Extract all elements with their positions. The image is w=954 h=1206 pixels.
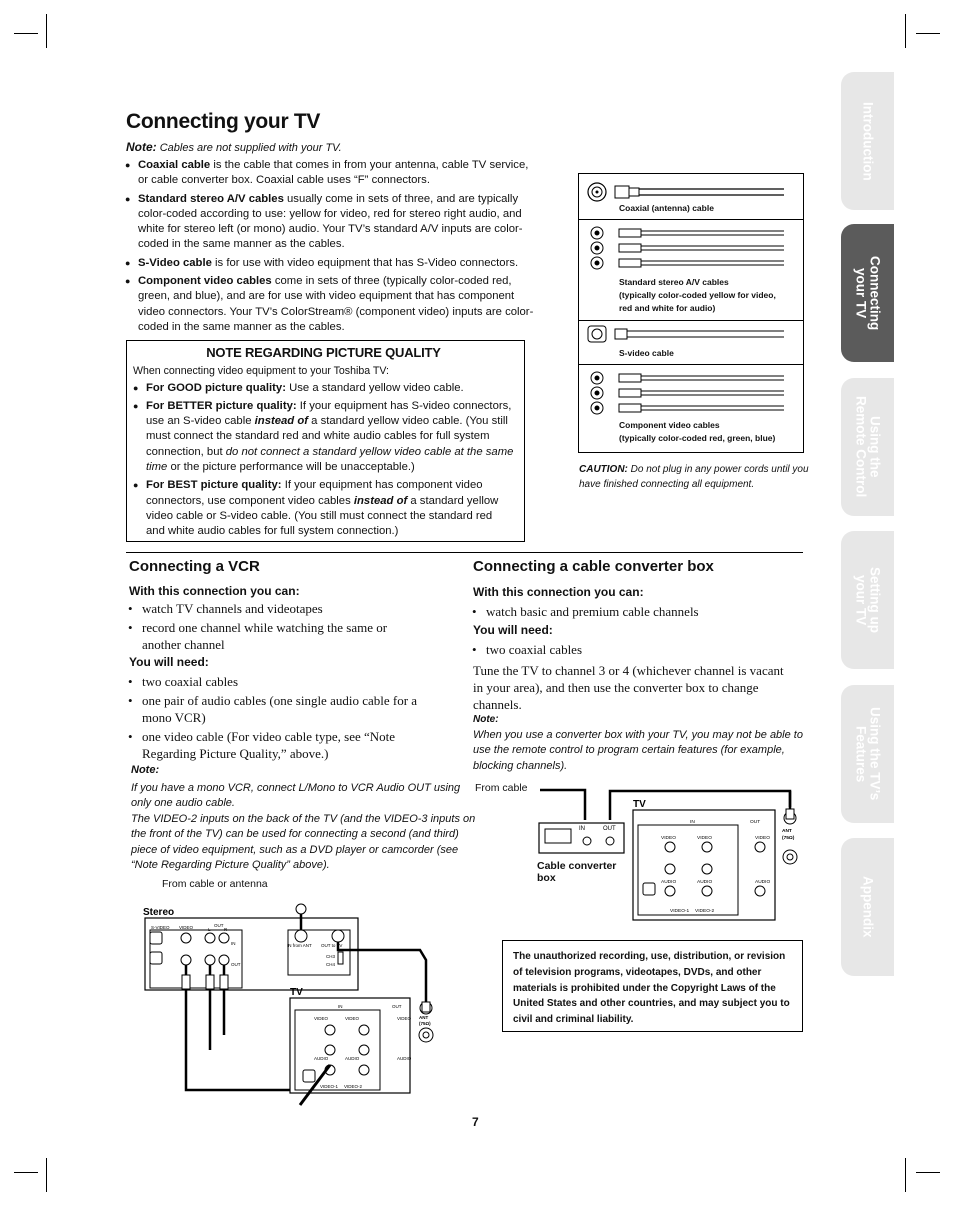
panel-label: S-VIDEO: [151, 925, 170, 930]
panel-label: OUT: [392, 1004, 402, 1009]
panel-label: IN: [690, 820, 695, 825]
page-title: Connecting your TV: [126, 110, 321, 133]
panel-label: OUT to TV: [321, 943, 343, 948]
av-label-3: red and white for audio): [619, 303, 716, 313]
vcr-note-2: The VIDEO-2 inputs on the back of the TV (and the VIDEO-3 inputs on the front of the TV) can be used for connecting a second (and third) piece of video equipment, such as a DVD player or camcorder (see “Note Regarding Picture Quality” above).: [131, 812, 476, 871]
panel-label: ANT: [419, 1015, 429, 1020]
panel-label: IN from ANT: [287, 943, 312, 948]
panel-label: VIDEO-1: [320, 1084, 339, 1089]
component-cable-icon: [579, 365, 803, 417]
crop-mark: [916, 1172, 940, 1173]
panel-label: OUT: [214, 923, 224, 928]
vcr-can-label: With this connection you can:: [129, 584, 300, 598]
panel-label: ANT: [782, 829, 792, 834]
panel-label: OUT: [603, 826, 616, 832]
panel-label: CH4: [326, 962, 336, 967]
crop-mark: [46, 14, 47, 48]
list-item: ● Standard stereo A/V cables usually come in sets of three, and are typically color-coded according to use: yellow for video, red for stereo right audio, and white for stereo left (or mono) audio. Your TV’s standard A/V inputs are color-coded in the same manner as the cables.: [125, 192, 535, 253]
list-item: ● Component video cables come in sets of three (typically color-coded red, green, and blue), and are for use with video equipment that has component video connectors. Your TV’s ColorStream® (component video) inputs are color-coded in the same manner as the cables.: [125, 274, 535, 335]
vcr-note-label: Note:: [131, 764, 160, 776]
av-label-2: (typically color-coded yellow for video,: [619, 290, 776, 300]
component-label-1: Component video cables: [619, 420, 720, 430]
converter-note-text: When you use a converter box with your TV, you may not be able to use the remote control to program certain features (for example, blocking channels).: [473, 728, 803, 772]
crop-mark: [916, 33, 940, 34]
tab-using-the-tvs-features[interactable]: Using the TV’s Features: [841, 685, 894, 823]
tab-using-the-remote-control[interactable]: Using the Remote Control: [841, 378, 894, 516]
panel-label: CH3: [326, 954, 336, 959]
converter-heading: Connecting a cable converter box: [473, 558, 714, 575]
caution-note: [579, 462, 809, 492]
converter-instructions: Tune the TV to channel 3 or 4 (whichever channel is vacant in your area), and then use the converter box to change channels.: [473, 663, 784, 712]
panel-label: (75Ω): [782, 836, 795, 841]
crop-mark: [46, 1158, 47, 1192]
note-label: Note:: [126, 140, 157, 154]
tab-introduction[interactable]: Introduction: [841, 72, 894, 210]
crop-mark: [905, 1158, 906, 1192]
list-item: • one video cable (For video cable type, see “Note Regarding Picture Quality,” above.): [128, 728, 443, 762]
tab-setting-up-your-tv[interactable]: Setting up your TV: [841, 531, 894, 669]
list-item: • watch basic and premium cable channels: [472, 603, 792, 620]
converter-note: [473, 712, 803, 774]
av-cable-icon: [579, 220, 803, 280]
panel-label: VIDEO: [697, 836, 712, 841]
list-item: • two coaxial cables: [472, 641, 792, 658]
vcr-stereo-label: Stereo: [143, 907, 175, 918]
panel-label: AUDIO: [314, 1056, 329, 1061]
coax-section: [579, 174, 803, 220]
panel-label: VIDEO-2: [695, 909, 715, 914]
list-item: ● For BEST picture quality: If your equipment has component video connectors, use component video cables instead of a standard yellow video cable or S-video cable. (You still must connect the standard red and white audio cables for full system connection.): [133, 478, 514, 539]
crop-mark: [905, 14, 906, 48]
converter-box-label: Cable converter box: [537, 860, 617, 884]
crop-mark: [14, 33, 38, 34]
panel-label: OUT: [750, 820, 761, 825]
panel-label: VIDEO-2: [344, 1084, 363, 1089]
page-number: 7: [472, 1115, 479, 1129]
svideo-cable-icon: [579, 321, 803, 351]
panel-label: AUDIO: [397, 1056, 412, 1061]
converter-from-label: From cable: [475, 782, 528, 794]
vcr-can-list: [128, 600, 428, 655]
panel-label: VIDEO: [345, 1016, 360, 1021]
vcr-from-label: From cable or antenna: [162, 878, 268, 890]
av-section: [579, 220, 803, 321]
panel-label: VIDEO: [755, 836, 770, 841]
panel-label: AUDIO: [697, 880, 713, 885]
converter-connection-diagram: [535, 785, 805, 925]
vcr-connection-diagram: [140, 890, 450, 1110]
av-label-1: Standard stereo A/V cables: [619, 277, 729, 287]
cables-note: [126, 140, 342, 154]
vcr-tv-label: TV: [290, 987, 303, 998]
svideo-section: [579, 321, 803, 365]
panel-label: AUDIO: [345, 1056, 360, 1061]
picture-quality-intro: When connecting video equipment to your Toshiba TV:: [133, 365, 389, 378]
tab-connecting-your-tv[interactable]: Connecting your TV: [841, 224, 894, 362]
vcr-note: [131, 763, 476, 874]
converter-can-label: With this connection you can:: [473, 585, 644, 599]
list-item: • record one channel while watching the same or another channel: [128, 619, 428, 653]
tab-appendix[interactable]: Appendix: [841, 838, 894, 976]
copyright-notice: The unauthorized recording, use, distribution, or revision of television programs, videotapes, DVDs, and other materials is prohibited under the Copyright Laws of the United States and other countries, and may subject you to civil and criminal liability.: [502, 940, 803, 1032]
converter-can-list: [472, 603, 792, 622]
list-item: ● For BETTER picture quality: If your equipment has S-video connectors, use an S-video cable instead of a standard yellow video cable. (You still must connect the standard red and white audio cables for full system connection, but do not connect a standard yellow video cable at the same time or the picture performance will be unacceptable.): [133, 399, 514, 475]
section-divider: [126, 552, 803, 553]
list-item: ● Coaxial cable is the cable that comes in from your antenna, cable TV service, or cable converter box. Coaxial cable uses “F” connectors.: [125, 158, 535, 189]
vcr-heading: Connecting a VCR: [129, 558, 260, 575]
list-item: • two coaxial cables: [128, 673, 443, 690]
panel-label: IN: [338, 1004, 343, 1009]
component-section: [579, 365, 803, 452]
cable-illustrations: [578, 173, 804, 453]
list-item: • watch TV channels and videotapes: [128, 600, 428, 617]
panel-label: IN: [231, 941, 236, 946]
vcr-need-label: You will need:: [129, 655, 209, 669]
coax-label: Coaxial (antenna) cable: [619, 203, 714, 213]
list-item: ● S-Video cable is for use with video equipment that has S-Video connectors.: [125, 256, 535, 271]
note-text: Cables are not supplied with your TV.: [159, 142, 342, 154]
panel-label: VIDEO-1: [670, 909, 690, 914]
panel-label: L: [208, 927, 211, 932]
panel-label: IN: [579, 826, 585, 832]
panel-label: (75Ω): [419, 1021, 431, 1026]
panel-label: VIDEO: [179, 925, 194, 930]
panel-label: VIDEO: [397, 1016, 412, 1021]
panel-label: OUT: [231, 962, 241, 967]
component-label-2: (typically color-coded red, green, blue): [619, 433, 776, 443]
panel-label: R: [224, 927, 228, 932]
converter-note-label: Note:: [473, 714, 499, 725]
caution-text: Do not plug in any power cords until you have finished connecting all equipment.: [579, 464, 809, 490]
panel-label: AUDIO: [661, 880, 677, 885]
picture-quality-box: [126, 340, 525, 542]
list-item: ● For GOOD picture quality: Use a standard yellow video cable.: [133, 381, 514, 396]
converter-need-label: You will need:: [473, 623, 553, 637]
list-item: • one pair of audio cables (one single audio cable for a mono VCR): [128, 692, 443, 726]
vcr-need-list: [128, 673, 443, 764]
panel-label: VIDEO: [314, 1016, 329, 1021]
svideo-label: S-video cable: [619, 348, 674, 358]
cable-types-list: [125, 158, 535, 338]
crop-mark: [14, 1172, 38, 1173]
converter-tv-label: TV: [633, 799, 646, 810]
picture-quality-title: NOTE REGARDING PICTURE QUALITY: [206, 345, 441, 360]
panel-label: VIDEO: [661, 836, 676, 841]
caution-label: CAUTION:: [579, 464, 628, 475]
vcr-note-1: If you have a mono VCR, connect L/Mono to VCR Audio OUT using only one audio cable.: [131, 781, 461, 809]
converter-need-list: [472, 641, 792, 660]
panel-label: AUDIO: [755, 880, 771, 885]
